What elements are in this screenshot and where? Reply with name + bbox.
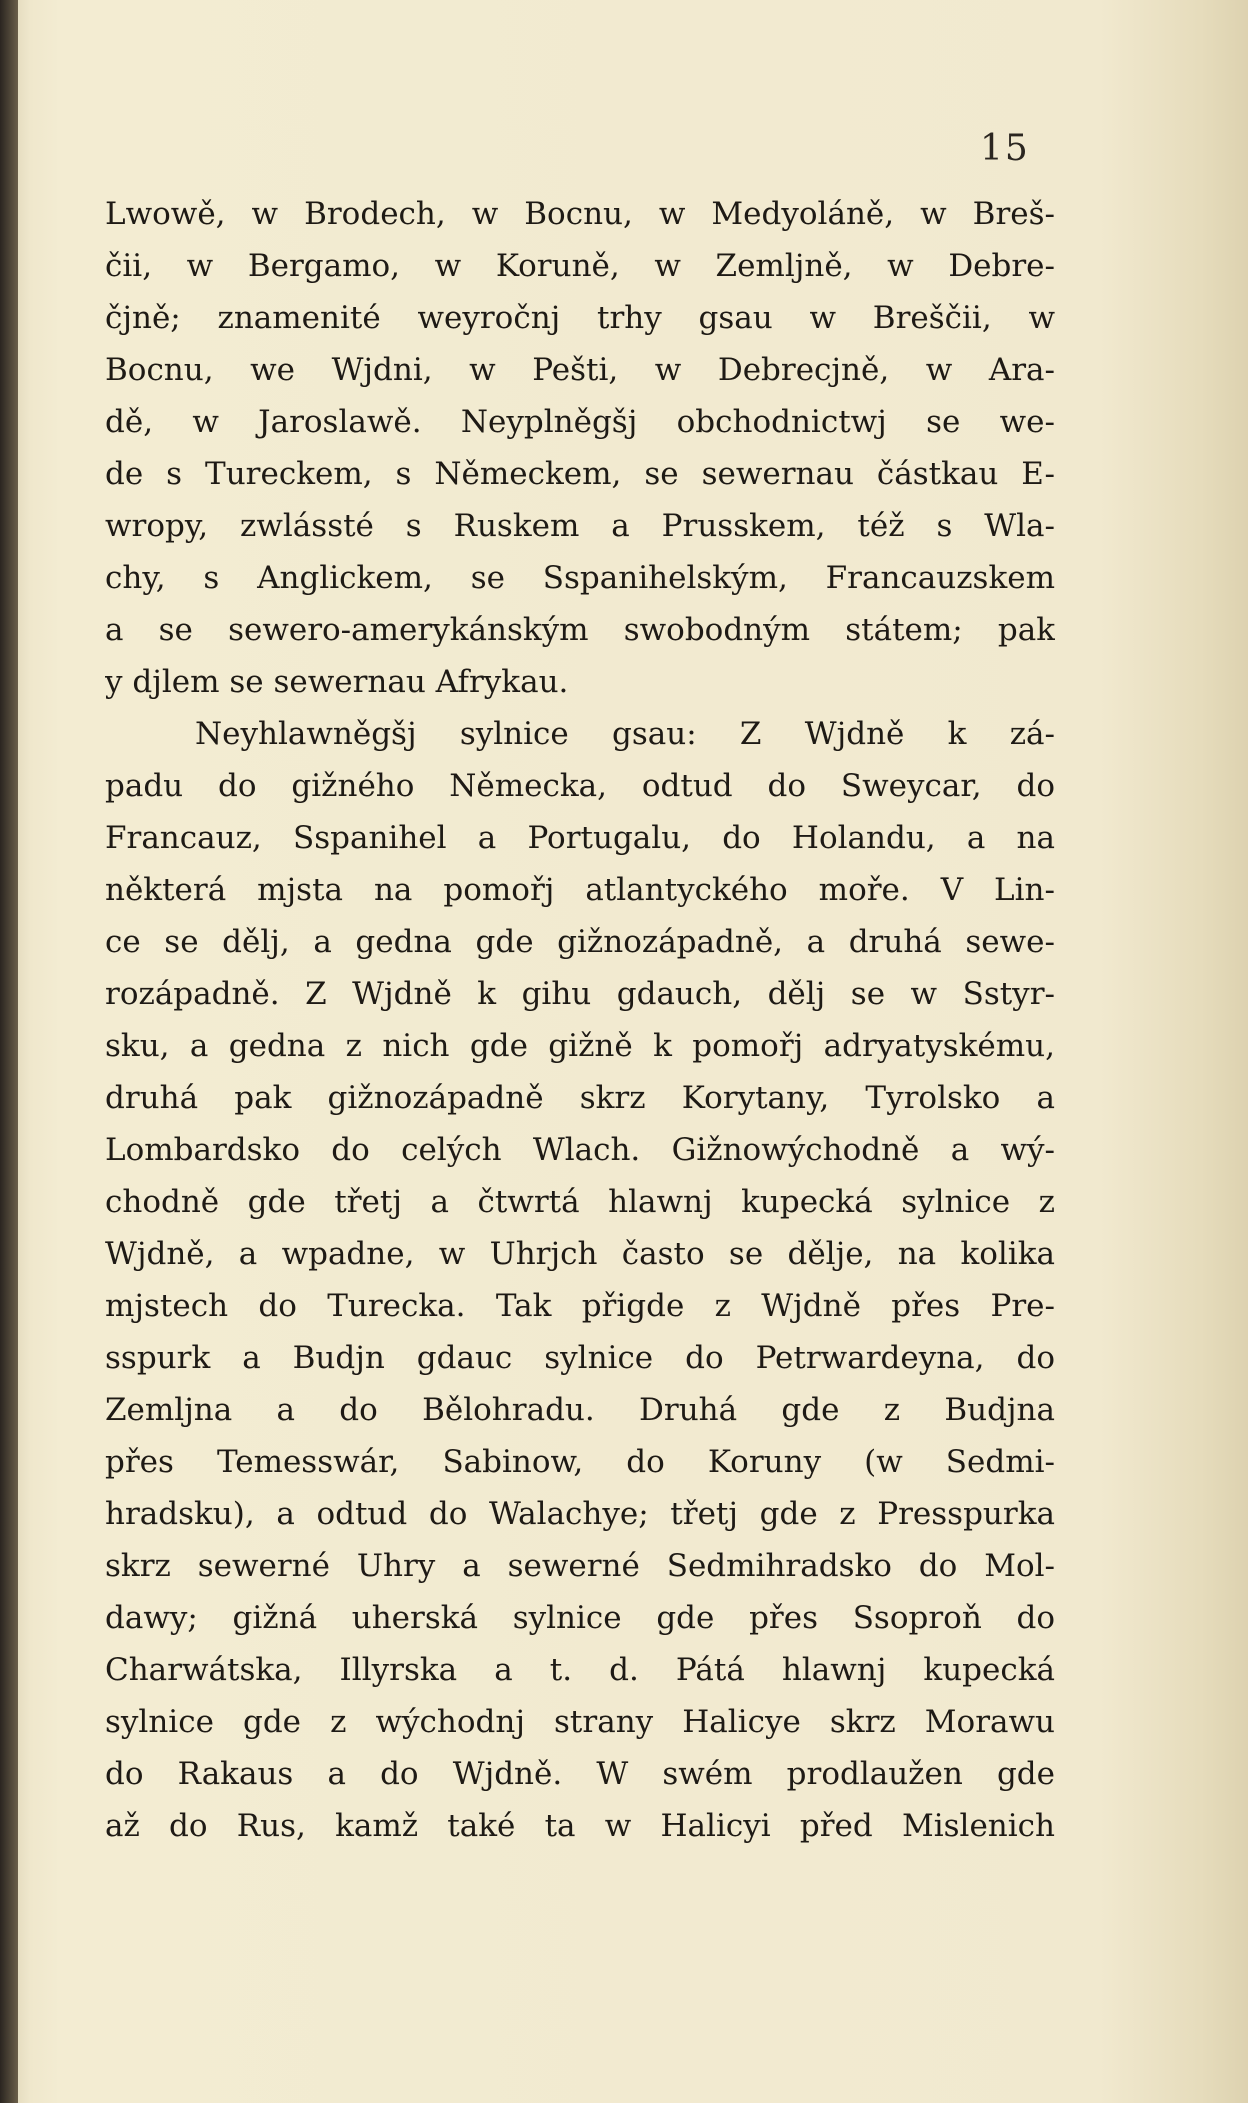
text-line: až do Rus, kamž také ta w Halicyi před Mislenich bbox=[105, 1808, 1055, 1844]
page-gutter bbox=[0, 0, 18, 2103]
text-line: padu do gižného Německa, odtud do Sweycar, do bbox=[105, 768, 1055, 804]
text-line: mjstech do Turecka. Tak přigde z Wjdně přes Pre- bbox=[105, 1288, 1055, 1324]
text-line: Neyhlawněgšj sylnice gsau: Z Wjdně k zá- bbox=[195, 716, 1055, 752]
text-line: dawy; gižná uherská sylnice gde přes Ssoproň do bbox=[105, 1600, 1055, 1636]
text-line: chy, s Anglickem, se Sspanihelským, Francauzskem bbox=[105, 560, 1055, 596]
text-line: čii, w Bergamo, w Koruně, w Zemljně, w Debre- bbox=[105, 248, 1055, 284]
text-line: Francauz, Sspanihel a Portugalu, do Holandu, a na bbox=[105, 820, 1055, 856]
text-line: do Rakaus a do Wjdně. W swém prodlaužen gde bbox=[105, 1756, 1055, 1792]
text-line: de s Tureckem, s Německem, se sewernau částkau E- bbox=[105, 456, 1055, 492]
text-line: y djlem se sewernau Afrykau. bbox=[105, 664, 569, 700]
text-line: Lwowě, w Brodech, w Bocnu, w Medyoláně, w Breš- bbox=[105, 196, 1055, 232]
text-line: přes Temesswár, Sabinow, do Koruny (w Sedmi- bbox=[105, 1444, 1055, 1480]
page-number: 15 bbox=[980, 128, 1030, 169]
text-line: hradsku), a odtud do Walachye; třetj gde z Presspurka bbox=[105, 1496, 1055, 1532]
text-line: ce se dělj, a gedna gde gižnozápadně, a druhá sewe- bbox=[105, 924, 1055, 960]
text-line: chodně gde třetj a čtwrtá hlawnj kupecká sylnice z bbox=[105, 1184, 1055, 1220]
text-line: Wjdně, a wpadne, w Uhrjch často se dělje, na kolika bbox=[105, 1236, 1055, 1272]
text-line: skrz sewerné Uhry a sewerné Sedmihradsko do Mol- bbox=[105, 1548, 1055, 1584]
body-text bbox=[105, 188, 1055, 1852]
text-line: čjně; znamenité weyročnj trhy gsau w Breščii, w bbox=[105, 300, 1055, 336]
text-line: sylnice gde z wýchodnj strany Halicye skrz Morawu bbox=[105, 1704, 1055, 1740]
text-line: dě, w Jaroslawě. Neyplněgšj obchodnictwj se we- bbox=[105, 404, 1055, 440]
text-line: Charwátska, Illyrska a t. d. Pátá hlawnj kupecká bbox=[105, 1652, 1055, 1688]
text-line: wropy, zwlássté s Ruskem a Prusskem, též s Wla- bbox=[105, 508, 1055, 544]
text-line: některá mjsta na pomořj atlantyckého moře. V Lin- bbox=[105, 872, 1055, 908]
text-line: sku, a gedna z nich gde gižně k pomořj adryatyskému, bbox=[105, 1028, 1055, 1064]
text-line: druhá pak gižnozápadně skrz Korytany, Tyrolsko a bbox=[105, 1080, 1055, 1116]
text-line: sspurk a Budjn gdauc sylnice do Petrwardeyna, do bbox=[105, 1340, 1055, 1376]
text-line: Bocnu, we Wjdni, w Pešti, w Debrecjně, w Ara- bbox=[105, 352, 1055, 388]
text-line: a se sewero-amerykánským swobodným státem; pak bbox=[105, 612, 1055, 648]
text-line: Lombardsko do celých Wlach. Gižnowýchodně a wý- bbox=[105, 1132, 1055, 1168]
text-line: rozápadně. Z Wjdně k gihu gdauch, dělj se w Sstyr- bbox=[105, 976, 1055, 1012]
text-line: Zemljna a do Bělohradu. Druhá gde z Budjna bbox=[105, 1392, 1055, 1428]
